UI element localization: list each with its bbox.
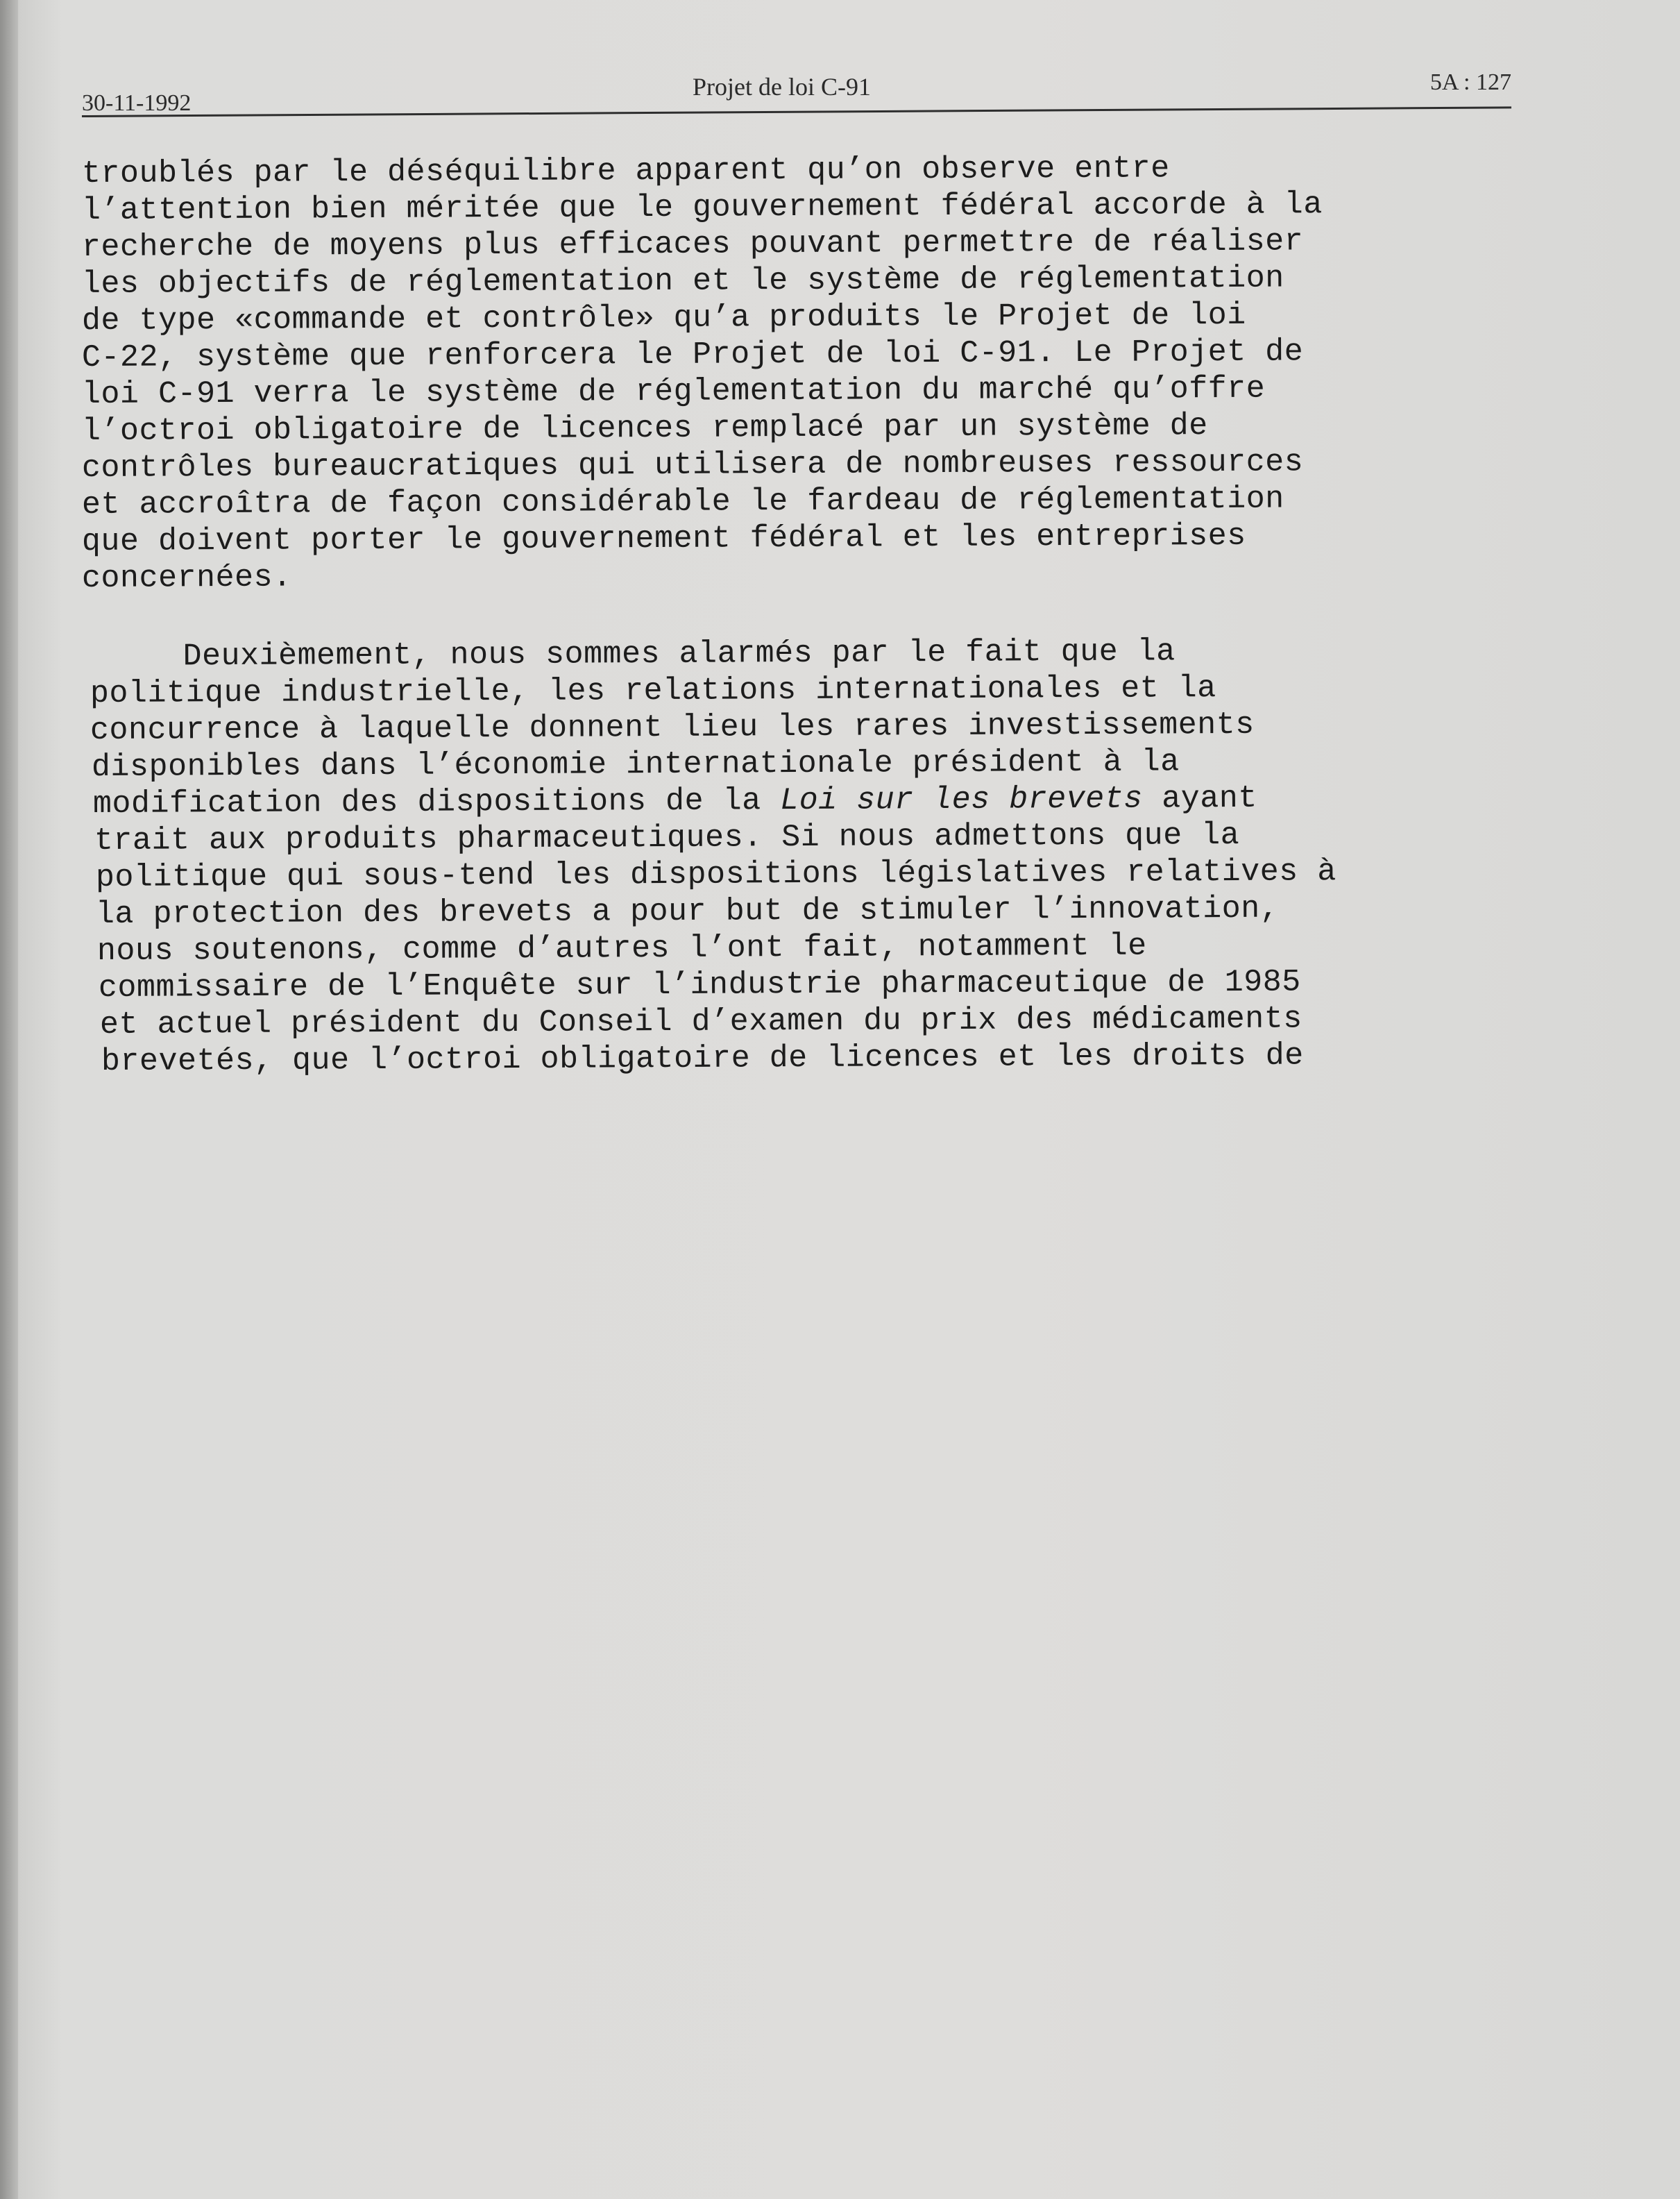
text-line: brevetés, que l’octroi obligatoire de licences et les droits de bbox=[101, 1038, 1304, 1079]
text-line: trait aux produits pharmaceutiques. Si nous admettons que la bbox=[94, 817, 1240, 859]
text-line: politique qui sous-tend les dispositions législatives relatives à bbox=[95, 854, 1337, 895]
text-line: C-22, système que renforcera le Projet de loi C-91. Le Projet de bbox=[81, 334, 1304, 376]
text-line: la protection des brevets a pour but de stimuler l’innovation, bbox=[95, 891, 1280, 932]
text-line: l’attention bien méritée que le gouvernement fédéral accorde à la bbox=[81, 187, 1323, 228]
law-title-italic: Loi sur les brevets bbox=[780, 781, 1143, 819]
text-line: nous soutenons, comme d’autres l’ont fait, notamment le bbox=[96, 928, 1147, 969]
text-line: et actuel président du Conseil d’examen du prix des médicaments bbox=[99, 1001, 1303, 1043]
text-line: loi C-91 verra le système de réglementation du marché qu’offre bbox=[81, 371, 1266, 412]
page-header bbox=[82, 67, 1511, 122]
header-title: Projet de loi C-91 bbox=[693, 73, 871, 101]
text-segment: ayant bbox=[1142, 780, 1257, 817]
text-line: que doivent porter le gouvernement fédéral et les entreprises bbox=[81, 518, 1246, 559]
text-line: commissaire de l’Enquête sur l’industrie pharmaceutique de 1985 bbox=[98, 964, 1301, 1006]
text-line: recherche de moyens plus efficaces pouvant permettre de réaliser bbox=[81, 224, 1304, 265]
text-line: Deuxièmement, nous sommes alarmés par le fait que la bbox=[87, 634, 1176, 675]
text-line bbox=[93, 782, 1257, 822]
text-line: concurrence à laquelle donnent lieu les rares investissements bbox=[90, 707, 1255, 748]
text-line: et accroîtra de façon considérable le fardeau de réglementation bbox=[81, 481, 1284, 523]
text-line: politique industrielle, les relations internationales et la bbox=[90, 671, 1216, 711]
text-line: troublés par le déséquilibre apparent qu’on observe entre bbox=[81, 151, 1170, 192]
text-line: les objectifs de réglementation et le système de réglementation bbox=[81, 260, 1284, 302]
header-page-number: 5A : 127 bbox=[1429, 69, 1511, 95]
text-line: l’octroi obligatoire de licences remplacé par un système de bbox=[81, 408, 1208, 449]
header-date: 30-11-1992 bbox=[82, 90, 192, 116]
binding-edge bbox=[0, 0, 18, 2199]
text-line: contrôles bureaucratiques qui utilisera de nombreuses ressources bbox=[81, 444, 1304, 486]
text-line: de type «commande et contrôle» qu’a produits le Projet de loi bbox=[81, 297, 1246, 339]
text-line: concernées. bbox=[81, 559, 292, 596]
text-segment: modification des dispositions de la bbox=[92, 783, 781, 822]
header-rule bbox=[82, 106, 1511, 117]
text-line: disponibles dans l’économie internationale président à la bbox=[91, 744, 1180, 785]
